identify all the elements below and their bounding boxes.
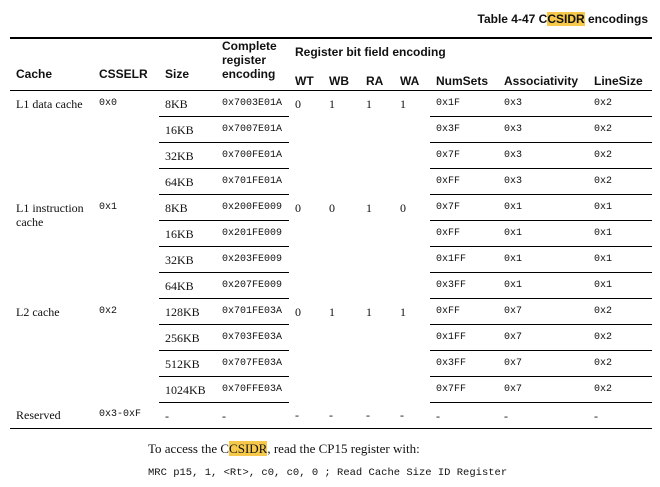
cell-size: 32KB — [159, 143, 216, 169]
cell-linesize: 0x2 — [588, 91, 652, 117]
mrc-code-line: MRC p15, 1, <Rt>, c0, c0, 0 ; Read Cache Size ID Register — [148, 467, 508, 479]
cell-linesize: 0x1 — [588, 221, 652, 247]
cell-linesize: 0x1 — [588, 273, 652, 299]
table-caption: Table 4-47 CCSIDR encodings — [477, 12, 648, 26]
cell-associativity: 0x1 — [498, 247, 588, 273]
cell-register-encoding: 0x701FE03A — [216, 299, 289, 325]
cell-wa: 1 — [400, 97, 406, 111]
table-row — [10, 299, 652, 325]
cell-cache-type: L2 cache — [16, 304, 60, 319]
header-wa: WA — [394, 66, 430, 91]
cell-size: 64KB — [159, 273, 216, 299]
cell-linesize: 0x2 — [588, 143, 652, 169]
cell-csselr: 0x3-0xF — [93, 403, 159, 429]
table-row — [10, 91, 652, 117]
cell-associativity: 0x3 — [498, 169, 588, 195]
cell-numsets: 0xFF — [430, 299, 498, 325]
cell-ra: 1 — [366, 304, 372, 319]
cell-register-encoding: 0x707FE03A — [216, 351, 289, 377]
cell-register-encoding: 0x7003E01A — [216, 91, 289, 117]
cell-linesize: 0x2 — [588, 351, 652, 377]
cell-size: 16KB — [159, 221, 216, 247]
cell-numsets: 0x1FF — [430, 325, 498, 351]
cell-csselr: 0x1 — [99, 201, 118, 213]
cell-csselr: 0x0 — [99, 98, 118, 109]
search-highlight: CSIDR — [229, 441, 268, 456]
cell-numsets: 0x7F — [430, 143, 498, 169]
cell-wb: 1 — [329, 304, 335, 319]
cell-wb: 0 — [329, 200, 335, 215]
cell-numsets: 0x1F — [430, 91, 498, 117]
cell-linesize: 0x2 — [588, 299, 652, 325]
cell-associativity: 0x3 — [498, 143, 588, 169]
cell-register-encoding: 0x700FE01A — [216, 143, 289, 169]
cell-ra: 1 — [366, 97, 372, 111]
cell-wt: 0 — [295, 200, 301, 215]
header-complete-encoding: Complete register encoding — [216, 38, 289, 91]
cell-numsets: 0xFF — [430, 169, 498, 195]
cell-linesize: 0x2 — [588, 117, 652, 143]
cell-associativity: - — [498, 403, 588, 429]
header-bit-field-group: Register bit field encoding — [289, 38, 652, 66]
header-ra: RA — [360, 66, 394, 91]
table-row — [10, 195, 652, 221]
cell-size: 512KB — [159, 351, 216, 377]
cell-linesize: 0x1 — [588, 195, 652, 221]
cell-wa: - — [394, 403, 430, 429]
cell-size: 128KB — [159, 299, 216, 325]
header-numsets: NumSets — [430, 66, 498, 91]
cell-cache-type: Reserved — [10, 403, 93, 429]
cell-linesize: - — [588, 403, 652, 429]
cell-numsets: - — [430, 403, 498, 429]
cell-ra: 1 — [366, 200, 372, 215]
cell-register-encoding: 0x200FE009 — [216, 195, 289, 221]
header-associativity: Associativity — [498, 66, 588, 91]
cell-associativity: 0x1 — [498, 195, 588, 221]
cell-linesize: 0x2 — [588, 325, 652, 351]
cell-register-encoding: 0x7007E01A — [216, 117, 289, 143]
cell-numsets: 0xFF — [430, 221, 498, 247]
access-instructions: To access the CCSIDR, read the CP15 register with: — [148, 441, 420, 456]
cell-linesize: 0x1 — [588, 247, 652, 273]
ccsidr-encodings-table — [10, 37, 652, 429]
cell-register-encoding: 0x203FE009 — [216, 247, 289, 273]
cell-associativity: 0x3 — [498, 91, 588, 117]
cell-register-encoding: 0x207FE009 — [216, 273, 289, 299]
cell-wb: 1 — [329, 97, 335, 111]
cell-wb: - — [323, 403, 360, 429]
cell-size: 16KB — [159, 117, 216, 143]
cell-numsets: 0x3F — [430, 117, 498, 143]
header-cache: Cache — [10, 38, 93, 91]
cell-numsets: 0x7F — [430, 195, 498, 221]
cell-associativity: 0x7 — [498, 377, 588, 403]
cell-numsets: 0x3FF — [430, 273, 498, 299]
cell-wa: 1 — [400, 304, 406, 319]
header-size: Size — [159, 38, 216, 91]
cell-associativity: 0x3 — [498, 117, 588, 143]
cell-csselr: 0x2 — [99, 305, 118, 317]
table-row-reserved — [10, 403, 652, 429]
cell-associativity: 0x1 — [498, 273, 588, 299]
cell-wa: 0 — [400, 200, 406, 215]
cell-register-encoding: 0x701FE01A — [216, 169, 289, 195]
cell-numsets: 0x7FF — [430, 377, 498, 403]
cell-size: - — [159, 403, 216, 429]
cell-associativity: 0x7 — [498, 299, 588, 325]
cell-size: 8KB — [159, 195, 216, 221]
cell-register-encoding: 0x70FFE03A — [216, 377, 289, 403]
header-wb: WB — [323, 66, 360, 91]
cell-associativity: 0x7 — [498, 351, 588, 377]
cell-size: 64KB — [159, 169, 216, 195]
cell-cache-type: L1 data cache — [16, 97, 83, 111]
cell-register-encoding: - — [216, 403, 289, 429]
cell-cache-type: L1 instruction cache — [16, 200, 84, 229]
cell-ra: - — [360, 403, 394, 429]
cell-numsets: 0x3FF — [430, 351, 498, 377]
header-csselr: CSSELR — [93, 38, 159, 91]
cell-size: 1024KB — [159, 377, 216, 403]
cell-wt: 0 — [295, 97, 301, 111]
cell-size: 256KB — [159, 325, 216, 351]
cell-associativity: 0x7 — [498, 325, 588, 351]
cell-numsets: 0x1FF — [430, 247, 498, 273]
cell-size: 32KB — [159, 247, 216, 273]
cell-linesize: 0x2 — [588, 169, 652, 195]
cell-register-encoding: 0x201FE009 — [216, 221, 289, 247]
cell-register-encoding: 0x703FE03A — [216, 325, 289, 351]
header-wt: WT — [289, 66, 323, 91]
cell-wt: - — [289, 403, 323, 429]
cell-wt: 0 — [295, 304, 301, 319]
cell-size: 8KB — [159, 91, 216, 117]
cell-associativity: 0x1 — [498, 221, 588, 247]
cell-linesize: 0x2 — [588, 377, 652, 403]
header-linesize: LineSize — [588, 66, 652, 91]
search-highlight: CSIDR — [547, 12, 585, 26]
